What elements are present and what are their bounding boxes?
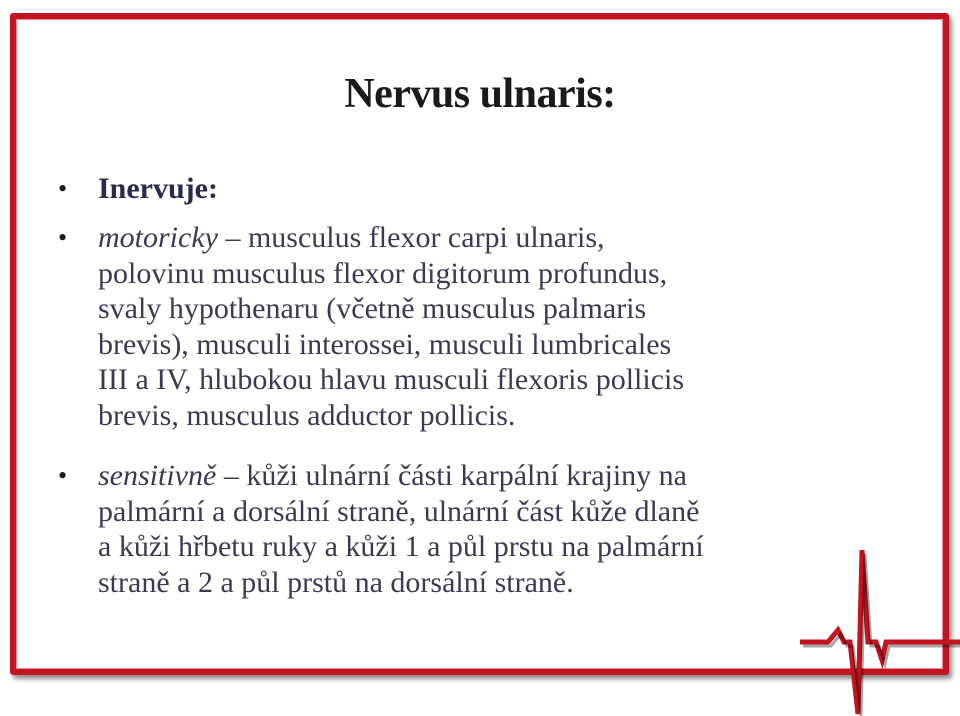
slide-title: Nervus ulnaris: <box>344 71 616 117</box>
bullet-line: brevis), musculi interossei, musculi lumbricales <box>98 327 672 361</box>
bullet-icon: • <box>58 223 68 252</box>
bullet-icon: • <box>58 174 68 203</box>
bullet-line: polovinu musculus flexor digitorum profundus, <box>98 256 668 290</box>
ecg-heartbeat-icon <box>800 520 960 716</box>
bullet-line: palmární a dorsální straně, ulnární část kůže dlaně <box>98 494 700 528</box>
bullet-line: brevis, musculus adductor pollicis. <box>98 398 516 432</box>
bullet-sensitivne <box>98 458 898 600</box>
bullet-line <box>98 458 898 494</box>
bullet-inervuje <box>98 171 898 207</box>
bullet-line-text: – musculus flexor carpi ulnaris, <box>225 221 605 254</box>
bullet-term: motoricky <box>98 221 218 254</box>
bullet-icon: • <box>58 461 68 490</box>
bullet-line <box>98 220 898 256</box>
bullet-line: svaly hypothenaru (včetně musculus palmaris <box>98 292 647 326</box>
bullet-line: a kůži hřbetu ruky a kůži 1 a půl prstu na palmární <box>98 530 704 564</box>
bullet-line-text: – kůži ulnární části karpální krajiny na <box>223 459 687 492</box>
bullet-motoricky <box>98 220 898 434</box>
bullet-line: straně a 2 a půl prstů na dorsální straně. <box>98 565 574 599</box>
bullet-term: sensitivně <box>98 459 217 492</box>
bullet-line: III a IV, hlubokou hlavu musculi flexoris pollicis <box>98 363 685 397</box>
bullet-heading: Inervuje: <box>98 172 218 205</box>
